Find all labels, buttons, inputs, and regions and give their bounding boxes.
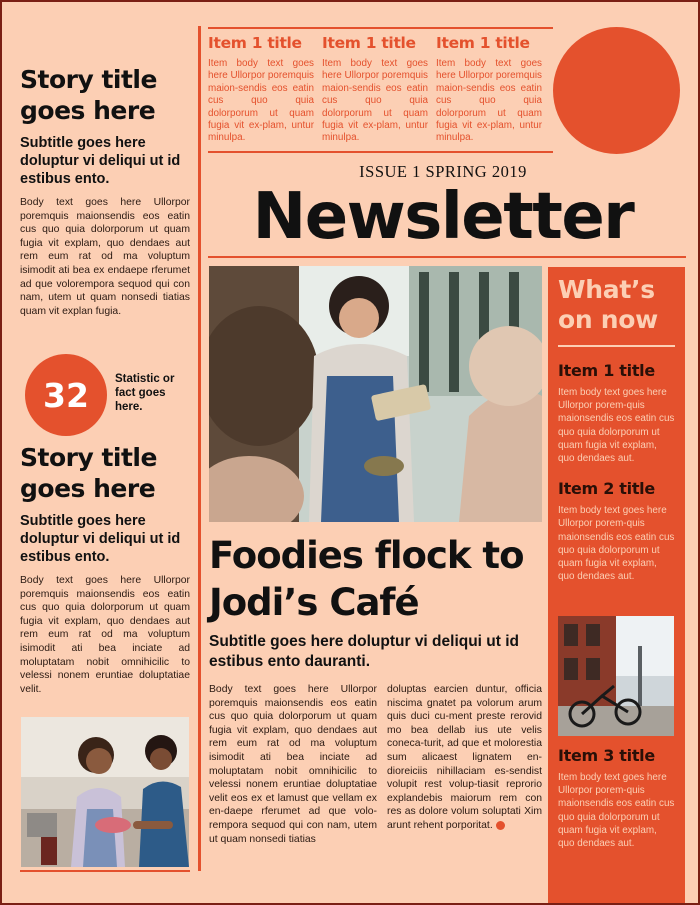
sidebar-rule [558, 345, 675, 347]
story-body-2: Body text goes here Ullorpor poremquis maionsendis eos eatin cus quo quia dolorporum ut quam fugia vit explam, quo dendaes aut rem eum rat od ma voluptum isimodit ati bea inciate ad moluptatam nobit omnihicilic to velessi nonem eruntiae doluptatiae velit. [20, 575, 190, 695]
sidebar-heading: What’s on now [558, 275, 658, 334]
feature-body-col1 [209, 683, 377, 846]
sidebar-item-title: Item 3 title [558, 746, 655, 765]
top-item-title: Item 1 title [436, 34, 530, 52]
sidebar-item-body: Item body text goes here Ullorpor porem-quis maionsendis eos eatin cus quo quia dolorporum ut quam fugia vit explam, quo dendaes aut. [558, 387, 675, 465]
feature-body-text: Body text goes here Ullorpor poremquis maionsendis eos eatin cus quo quia dolorporum ut quam fugia vit explam, quo dendaes aut rem eum rat od ma voluptum isimodit ati bea inciate ad moluptatam nobit omnihicilic to velessi nonem eruntiae doluptatiae velit eos ex et lamust que vellam ex en-daepe rferumet ad que volo-rempora sequod qui con nam, utem ut quam nonsedi tiatias [209, 684, 377, 845]
statistic-label: Statistic or fact goes here. [115, 373, 175, 413]
story-title-2: Story title goes here [20, 443, 157, 503]
story-title: Story title goes here [20, 65, 157, 125]
top-item [436, 34, 542, 145]
sidebar-item-3 [558, 746, 675, 850]
column-divider [198, 26, 201, 871]
sidebar-item-title: Item 1 title [558, 361, 655, 380]
issue-line: ISSUE 1 SPRING 2019 [359, 162, 527, 181]
top-rule [208, 27, 553, 29]
top-item-body: Item body text goes here Ullorpor poremquis maion-sendis eos eatin cus quo quia dolorporum ut quam fugia vit ex-plam, untur minulpa. [436, 58, 542, 144]
top-item-body: Item body text goes here Ullorpor poremquis maion-sendis eos eatin cus quo quia dolorporum ut quam fugia vit ex-plam, untur minulpa. [322, 58, 428, 144]
cooking-photo [21, 717, 189, 867]
sidebar-item-body: Item body text goes here Ullorpor porem-quis maionsendis eos eatin cus quo quia dolorporum ut quam fugia vit explam, quo dendaes aut. [558, 772, 675, 850]
end-mark-icon [496, 821, 505, 830]
decorative-circle [553, 27, 680, 154]
masthead-title: Newsletter [252, 180, 634, 254]
street-bike-photo [558, 616, 674, 736]
sidebar-item-body: Item body text goes here Ullorpor porem-quis maionsendis eos eatin cus quo quia dolorporum ut quam fugia vit explam, quo dendaes aut. [558, 505, 675, 583]
masthead-top-rule [208, 151, 553, 153]
feature-body-col2 [387, 683, 542, 833]
top-item-body: Item body text goes here Ullorpor poremquis maion-sendis eos eatin cus quo quia dolorporum ut quam fugia vit ex-plam, untur minulpa. [208, 58, 314, 144]
story-subtitle: Subtitle goes here doluptur vi deliqui ut id estibus ento. [20, 135, 181, 187]
feature-headline: Foodies flock to Jodi’s Café [209, 534, 524, 624]
top-item [208, 34, 314, 145]
top-item-title: Item 1 title [322, 34, 416, 52]
left-column-story-2 [20, 442, 190, 696]
statistic-number: 32 [25, 354, 107, 436]
story-body: Body text goes here Ullorpor poremquis maionsendis eos eatin cus quo quia dolorporum ut quam fugia vit explam, quo dendaes aut rem eum rat od ma voluptum isimodit ati bea ex endaepe rferumet ad que volorempora sequod qui con nam, utem ut quam nonsedi tiatias quam vit explan fugia. [20, 197, 190, 317]
story-subtitle-2: Subtitle goes here doluptur vi deliqui ut id estibus ento. [20, 513, 181, 565]
sidebar-item-title: Item 2 title [558, 479, 655, 499]
top-item [322, 34, 428, 145]
masthead-bottom-rule [208, 256, 686, 258]
statistic-callout [22, 354, 192, 436]
feature-body-text: doluptas earcien duntur, officia niscima gnatet pa volorum arum quis duci cu-ment preste rerovid mo bea dellab ius ute velis coneca-turit, ad que et molorestia sum alicaest lignatem en-dioreiciis nihillaciam es-sendist volupit rest volup-tiasit reprorio explandebis maiorum rem con res as dolore volum soluptati Xim arunt rehent porporitat. [387, 684, 542, 831]
feature-subtitle: Subtitle goes here doluptur vi deliqui ut id estibus ento dauranti. [209, 633, 520, 670]
top-items-strip [208, 34, 548, 146]
left-column [20, 64, 190, 318]
bottom-divider [20, 870, 190, 872]
top-item-title: Item 1 title [208, 34, 302, 52]
cafe-photo [209, 266, 542, 522]
